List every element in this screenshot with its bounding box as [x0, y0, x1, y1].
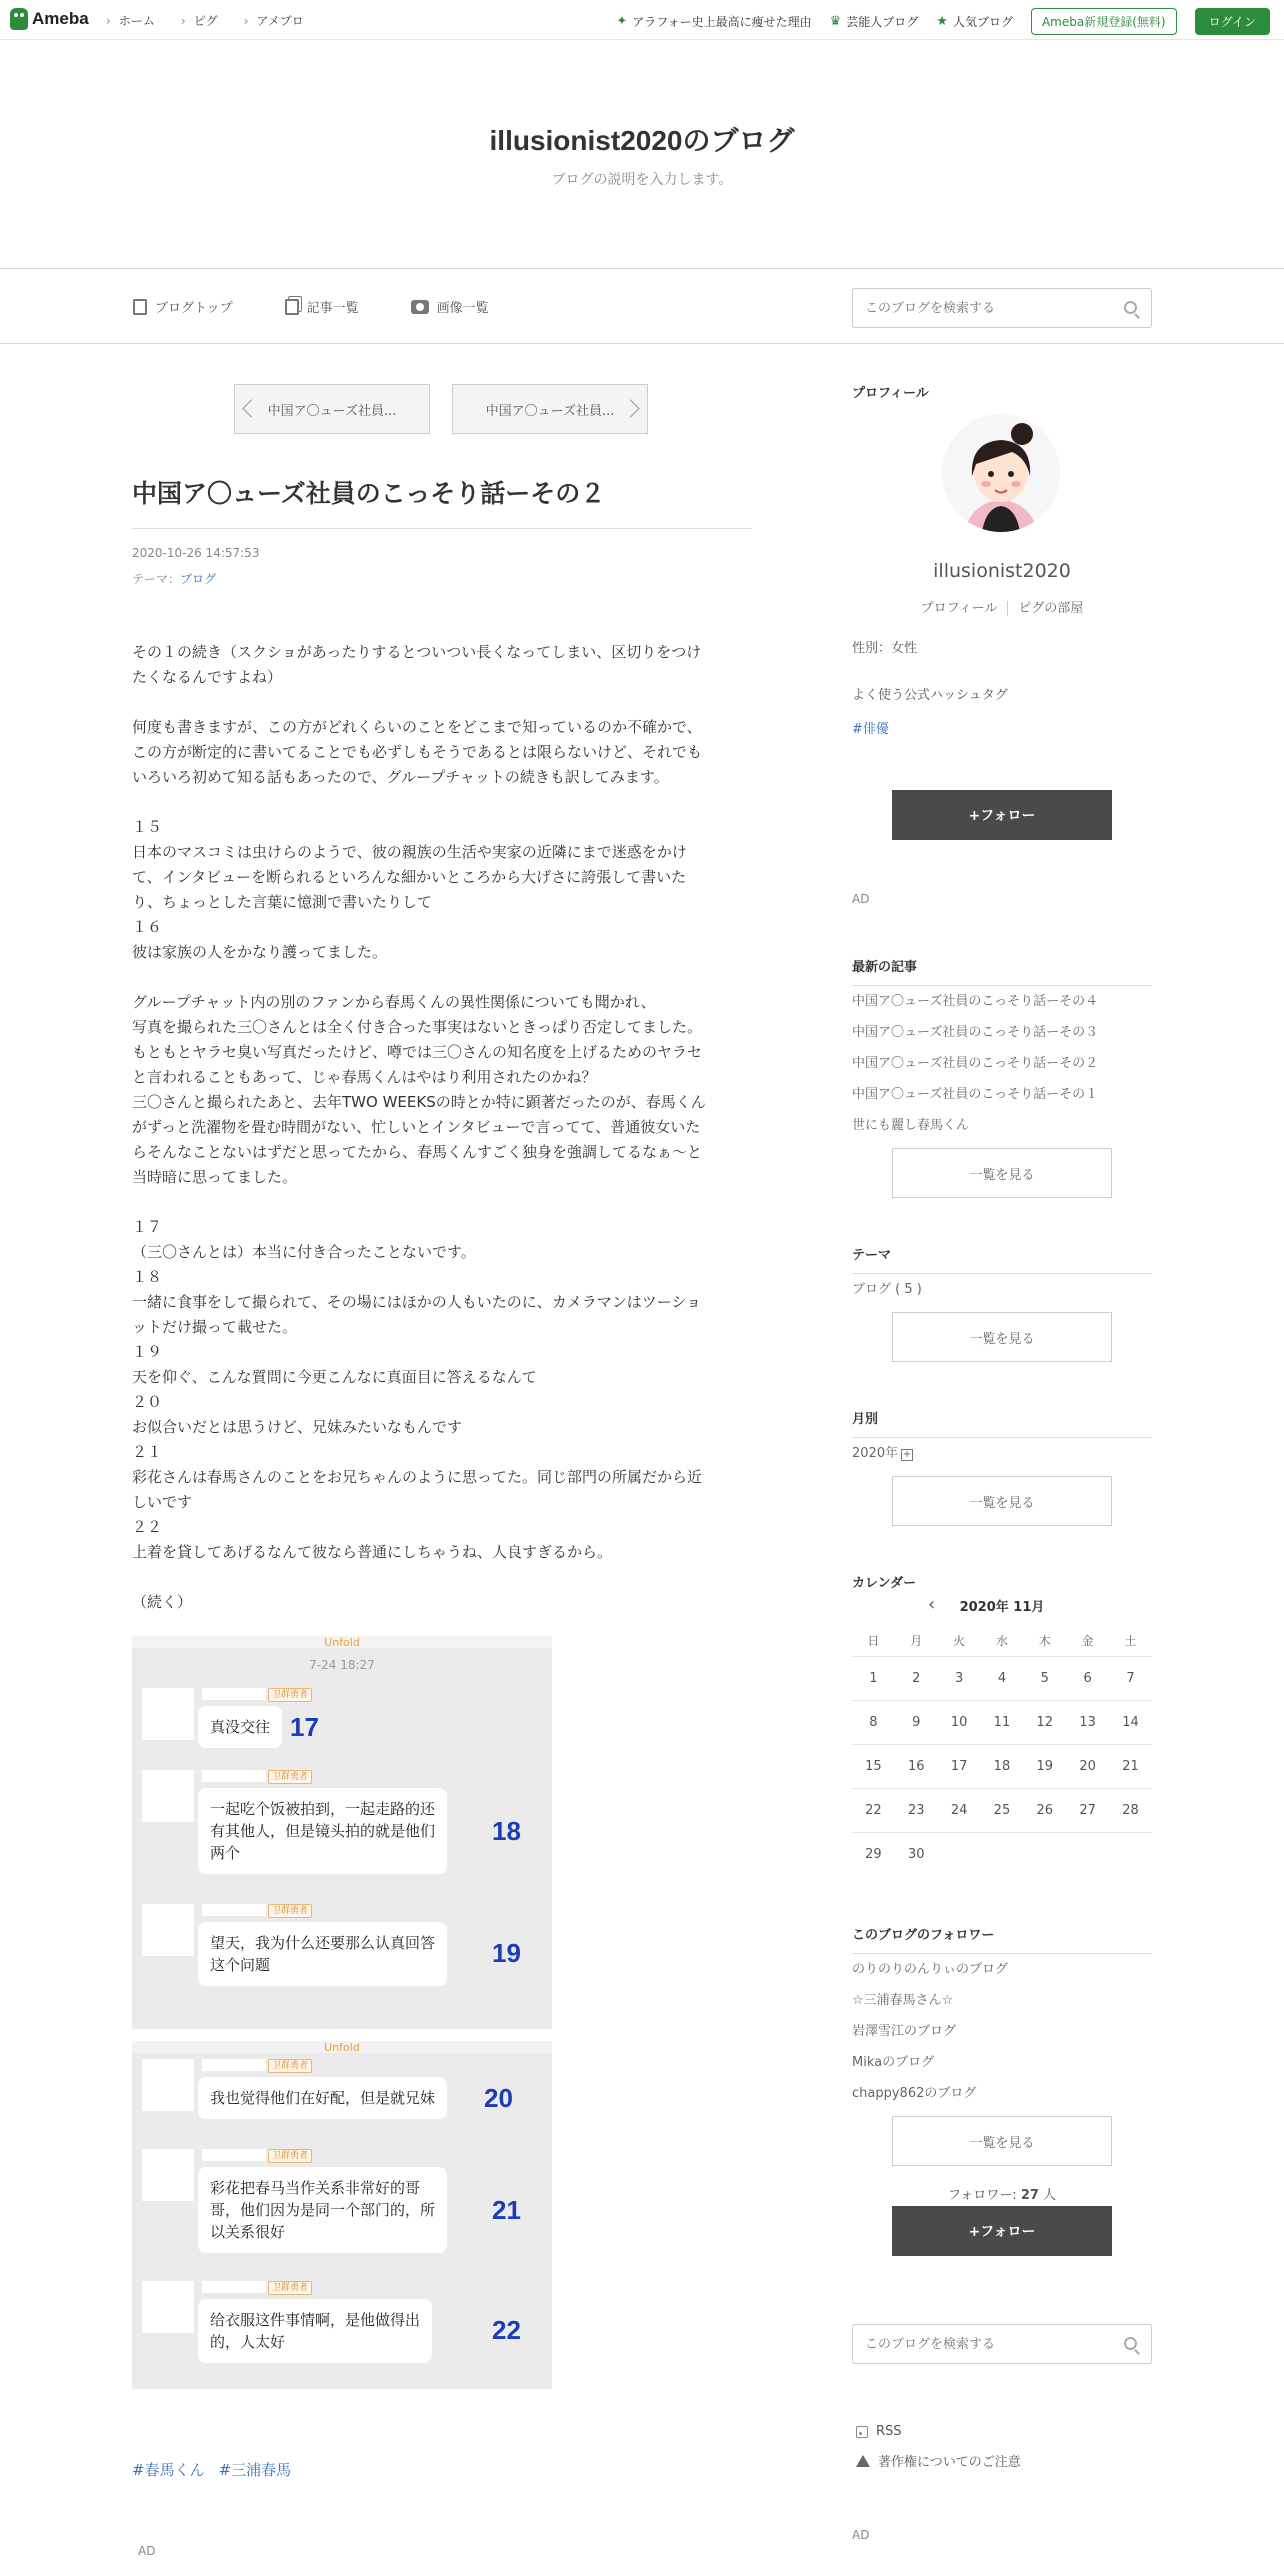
calendar-day[interactable]: 24: [938, 1788, 981, 1832]
ameba-logo[interactable]: [10, 8, 89, 30]
recent-entry-link[interactable]: 世にも麗し春馬くん: [852, 1118, 970, 1133]
calendar-day[interactable]: 23: [895, 1788, 938, 1832]
follower-link[interactable]: ☆三浦春馬さん☆: [852, 1993, 954, 2008]
calendar-day[interactable]: 17: [938, 1744, 981, 1788]
theme-more-button[interactable]: 一覧を見る: [892, 1312, 1112, 1362]
calendar-weekday: 火: [953, 1634, 966, 1649]
image-list-label: 画像一覧: [436, 301, 489, 316]
rss-label: RSS: [876, 2424, 902, 2439]
recent-entry-link[interactable]: 中国ア〇ューズ社員のこっそり話ーその３: [852, 1025, 1099, 1040]
recent-more-button[interactable]: 一覧を見る: [892, 1148, 1112, 1198]
calendar-week: [852, 1656, 1152, 1700]
follower-link[interactable]: Mikaのブログ: [852, 2055, 935, 2070]
member-badge: 卫群勇者: [268, 1688, 312, 1702]
followers-heading: このブログのフォロワー: [852, 1924, 1152, 1954]
calendar-day[interactable]: 22: [852, 1788, 895, 1832]
entry-title[interactable]: 中国ア〇ューズ社員のこっそり話ーその２: [132, 474, 752, 529]
calendar-week: [852, 1832, 1152, 1876]
calendar-day[interactable]: 19: [1023, 1744, 1066, 1788]
calendar-day: [1066, 1832, 1109, 1876]
calendar-day[interactable]: 9: [895, 1700, 938, 1744]
avatar: [142, 2281, 194, 2333]
follower-link[interactable]: のりのりのんりぃのブログ: [852, 1962, 1009, 1977]
entry-list-label: 記事一覧: [306, 301, 359, 316]
promo-link-label: アラフォー史上最高に痩せた理由: [632, 15, 812, 29]
nav-home-link[interactable]: › ホーム: [106, 12, 155, 29]
calendar-weekdays: [852, 1626, 1152, 1656]
entry-paragraph: その１の続き（スクショがあったりするとついつい長くなってしまい、区切りをつけ たくなるんですよね）: [132, 643, 702, 686]
nav-pig-link[interactable]: › ピグ: [181, 12, 218, 29]
number-label: 22: [492, 2315, 521, 2345]
member-badge: 卫群勇者: [268, 2059, 312, 2073]
calendar-day: [981, 1832, 1024, 1876]
calendar-day[interactable]: 7: [1109, 1656, 1152, 1700]
calendar-day[interactable]: 18: [981, 1744, 1024, 1788]
calendar-day[interactable]: 3: [938, 1656, 981, 1700]
calendar-weekday: 土: [1124, 1634, 1137, 1649]
chat-bubble: 我也觉得他们在好配，但是就兄妹: [198, 2077, 447, 2119]
calendar-day[interactable]: 16: [895, 1744, 938, 1788]
entry-paragraph: グループチャット内の別のファンから春馬くんの異性関係についても聞かれ、 写真を撮られた三〇さんとは全く付き合った事実はないときっぱり否定してました。 もともとヤラセ臭い写真だったけど、噂では三〇さんの知名度を上げるためのヤラセ と言われることもあって、じゃ春馬くんはやはり利用されたのかね？ 三〇さんと撮られたあと、去年TWO WEEKSの時とか特に顕著だったのが、春馬くん がずっと洗濯物を畳む時間がない、忙しいとインタビューで言ってて、普通彼女いた らそんなことないはずだと思ってたから、春馬くんすごく独身を強調してるなぁ～と 当時暗に思ってました。: [132, 993, 706, 1186]
chat-bubble: 彩花把春马当作关系非常好的哥 哥，他们因为是同一个部门的，所 以关系很好: [198, 2167, 447, 2253]
theme-item-link[interactable]: ブログ ( 5 ): [852, 1282, 922, 1297]
copyright-notice-link[interactable]: [856, 2451, 1021, 2470]
follower-count-unit: 人: [1038, 2188, 1057, 2203]
celebrity-blog-link[interactable]: [830, 13, 919, 30]
entry-theme: [132, 570, 216, 587]
follow-button-bottom[interactable]: +フォロー: [892, 2206, 1112, 2256]
recent-heading: 最新の記事: [852, 956, 1152, 986]
chat-bubble: 真没交往: [198, 1706, 282, 1748]
pig-room-link[interactable]: ピグの部屋: [1007, 601, 1083, 616]
avatar: [142, 1688, 194, 1740]
chat-bubble: 一起吃个饭被拍到，一起走路的还 有其他人，但是镜头拍的就是他们 两个: [198, 1788, 447, 1874]
entry-paragraph: （続く）: [132, 1593, 193, 1611]
calendar-weekday: 月: [910, 1634, 923, 1649]
chevron-left-icon[interactable]: ‹: [928, 1594, 936, 1615]
follower-count-label: フォロワー:: [947, 2188, 1021, 2203]
ameba-logo-icon: [10, 8, 28, 30]
sparkle-icon: ✦: [616, 14, 628, 29]
entry-theme-link[interactable]: ブログ: [180, 572, 217, 586]
name-placeholder: [202, 2281, 266, 2293]
profile-gender: 性別：女性: [852, 641, 918, 656]
monthly-item-label: 2020年: [852, 1446, 899, 1461]
chat-timestamp: 7-24 18:27: [309, 1658, 375, 1672]
follower-count-value: 27: [1020, 2188, 1039, 2203]
avatar: [142, 1770, 194, 1822]
unfold-label: Unfold: [132, 1636, 552, 1648]
top-navbar: [0, 0, 1284, 40]
follow-button[interactable]: +フォロー: [892, 790, 1112, 840]
recent-entry-link[interactable]: 中国ア〇ューズ社員のこっそり話ーその１: [852, 1087, 1099, 1102]
calendar-day: [1109, 1832, 1152, 1876]
popular-blog-link[interactable]: [936, 13, 1013, 30]
warning-icon: [856, 2455, 870, 2467]
chat-screenshot-image[interactable]: [132, 2041, 552, 2389]
search-icon[interactable]: [1124, 301, 1137, 314]
rss-link[interactable]: [856, 2424, 902, 2439]
entry-list-link[interactable]: [285, 297, 359, 316]
calendar-day[interactable]: 2: [895, 1656, 938, 1700]
global-nav: [106, 12, 304, 29]
hashtag-label: よく使う公式ハッシュタグ: [852, 688, 1008, 703]
crown-icon: ♛: [829, 14, 842, 29]
ad-label: AD: [138, 2544, 156, 2558]
calendar-weekday: 木: [1038, 1634, 1051, 1649]
calendar-day[interactable]: 27: [1066, 1788, 1109, 1832]
entry-paragraph: 何度も書きますが、この方がどれくらいのことをどこまで知っているのか不確かで、 この方が断定的に書いてることでも必ずしもそうであるとは限らないけど、それでも いろいろ初めて知る話もあったので、グループチャットの続きも訳してみます。: [132, 718, 703, 786]
blog-subnav: [0, 270, 1284, 344]
number-label: 19: [492, 1938, 521, 1968]
avatar: [142, 2059, 194, 2111]
chat-bubble: 望天，我为什么还要那么认真回答 这个问题: [198, 1922, 447, 1986]
recent-entry-link[interactable]: 中国ア〇ューズ社員のこっそり話ーその４: [852, 994, 1099, 1009]
followers-more-button[interactable]: 一覧を見る: [892, 2116, 1112, 2166]
entry-date: 2020-10-26 14:57:53: [132, 546, 260, 560]
celebrity-blog-label: 芸能人ブログ: [846, 15, 919, 29]
copyright-label: 著作権についてのご注意: [878, 2455, 1021, 2470]
calendar-day[interactable]: 13: [1066, 1700, 1109, 1744]
blog-search-box: [852, 288, 1152, 328]
calendar-day[interactable]: 8: [852, 1700, 895, 1744]
expand-plus-icon[interactable]: +: [902, 1449, 912, 1460]
number-label: 18: [492, 1816, 521, 1846]
profile-name[interactable]: illusionist2020: [933, 560, 1071, 582]
theme-heading: テーマ: [852, 1244, 1152, 1274]
calendar-day[interactable]: 25: [981, 1788, 1024, 1832]
login-button[interactable]: ログイン: [1195, 8, 1270, 35]
hashtag-link[interactable]: #春馬くん: [132, 2461, 205, 2479]
camera-icon: [411, 300, 429, 314]
follower-link[interactable]: chappy862のブログ: [852, 2086, 977, 2101]
chat-screenshot-image[interactable]: [132, 1636, 552, 2029]
member-badge: 卫群勇者: [268, 1770, 312, 1784]
document-icon: [133, 299, 147, 315]
name-placeholder: [202, 1770, 266, 1782]
calendar-day[interactable]: 10: [938, 1700, 981, 1744]
calendar-day[interactable]: 1: [852, 1656, 895, 1700]
name-placeholder: [202, 1688, 266, 1700]
blog-top-label: ブログトップ: [155, 301, 233, 316]
sidebar-search-input[interactable]: [853, 2325, 1093, 2363]
entry-body: [132, 640, 752, 1615]
register-button[interactable]: Ameba新規登録(無料): [1031, 8, 1177, 35]
rss-icon: [856, 2426, 868, 2438]
member-badge: 卫群勇者: [268, 1904, 312, 1918]
calendar-weekday: 金: [1081, 1634, 1094, 1649]
calendar-day[interactable]: 15: [852, 1744, 895, 1788]
star-icon: ★: [936, 14, 948, 29]
calendar-day[interactable]: 30: [895, 1832, 938, 1876]
profile-avatar[interactable]: [942, 414, 1060, 532]
calendar-day: [938, 1832, 981, 1876]
profile-link[interactable]: プロフィール: [920, 601, 998, 616]
prev-entry-button[interactable]: 中国ア〇ューズ社員...: [234, 384, 430, 434]
entry-hashtags: [132, 2459, 291, 2480]
promo-link[interactable]: [616, 13, 811, 30]
calendar-day: [1023, 1832, 1066, 1876]
ad-label: AD: [852, 2528, 870, 2542]
unfold-label: Unfold: [132, 2041, 552, 2053]
calendar-day[interactable]: 29: [852, 1832, 895, 1876]
profile-hashtag-link[interactable]: #俳優: [852, 722, 889, 737]
calendar-day[interactable]: 11: [981, 1700, 1024, 1744]
calendar-day[interactable]: 26: [1023, 1788, 1066, 1832]
entry-paragraph: １５ 日本のマスコミは虫けらのようで、彼の親族の生活や実家の近隣にまで迷惑をかけ て、インタビューを断られるといろんな細かいところから大げさに誇張して書いた り、ちょっとした言葉に憶測で書いたりして １６ 彼は家族の人をかなり護ってました。: [132, 818, 687, 961]
copy-icon: [285, 299, 299, 315]
calendar-weekday: 日: [867, 1634, 880, 1649]
hashtag-link[interactable]: #三浦春馬: [218, 2461, 292, 2479]
sidebar-search-box: [852, 2324, 1152, 2364]
entry-theme-label: テーマ：: [132, 572, 181, 586]
calendar-heading: カレンダー: [852, 1576, 917, 1591]
next-entry-button[interactable]: 中国ア〇ューズ社員...: [452, 384, 648, 434]
calendar-day[interactable]: 6: [1066, 1656, 1109, 1700]
member-badge: 卫群勇者: [268, 2281, 312, 2295]
calendar-table: [852, 1626, 1152, 1876]
nav-ameblo-link[interactable]: › アメブロ: [244, 12, 304, 29]
calendar-week: [852, 1788, 1152, 1832]
calendar-week: [852, 1744, 1152, 1788]
calendar-week: [852, 1700, 1152, 1744]
entry-paragraph: １７ （三〇さんとは）本当に付き合ったことないです。 １８ 一緒に食事をして撮られて、その場にはほかの人もいたのに、カメラマンはツーショ ットだけ撮って載せた。 １９ 天を仰ぐ、こんな質問に今更こんなに真面目に答えるなんて ２０ お似合いだとは思うけど、兄妹みたいなもんです ２１ 彩花さんは春馬さんのことをお兄ちゃんのように思ってた。同じ部門の所属だから近 しいです ２２ 上着を貸してあげるなんて彼なら普通にしちゃうね、人良すぎるから。: [132, 1218, 703, 1561]
follower-count: [852, 2184, 1152, 2203]
number-label: 20: [484, 2083, 513, 2113]
number-label: 21: [492, 2195, 521, 2225]
blog-header: [0, 41, 1284, 269]
avatar: [142, 2149, 194, 2201]
follower-link[interactable]: 岩澤雪江のブログ: [852, 2024, 957, 2039]
blog-title[interactable]: illusionist2020のブログ: [489, 125, 795, 156]
avatar: [142, 1904, 194, 1956]
ameba-logo-text: Ameba: [32, 9, 89, 28]
member-badge: 卫群勇者: [268, 2149, 312, 2163]
name-placeholder: [202, 1904, 266, 1916]
profile-links: [852, 597, 1152, 616]
name-placeholder: [202, 2059, 266, 2071]
calendar-day[interactable]: 14: [1109, 1700, 1152, 1744]
calendar-days: [852, 1656, 1152, 1876]
blog-top-link[interactable]: [133, 297, 233, 316]
ad-label: AD: [852, 892, 870, 906]
calendar-month: 2020年 11月: [959, 1600, 1045, 1615]
recent-entry-link[interactable]: 中国ア〇ューズ社員のこっそり話ーその２: [852, 1056, 1099, 1071]
profile-heading: プロフィール: [852, 386, 929, 401]
monthly-heading: 月別: [852, 1408, 1152, 1438]
top-right-links: [616, 8, 1270, 35]
number-label: 17: [290, 1712, 319, 1742]
blog-search-input[interactable]: [853, 289, 1093, 327]
calendar-day[interactable]: 28: [1109, 1788, 1152, 1832]
image-list-link[interactable]: [411, 297, 489, 316]
blog-description: ブログの説明を入力します。: [551, 172, 733, 188]
calendar-day[interactable]: 4: [981, 1656, 1024, 1700]
calendar-day[interactable]: 12: [1023, 1700, 1066, 1744]
calendar-title: [852, 1596, 1152, 1615]
name-placeholder: [202, 2149, 266, 2161]
calendar-day[interactable]: 5: [1023, 1656, 1066, 1700]
calendar-day[interactable]: 20: [1066, 1744, 1109, 1788]
calendar-weekday: 水: [995, 1634, 1008, 1649]
calendar-day[interactable]: 21: [1109, 1744, 1152, 1788]
search-icon[interactable]: [1124, 2337, 1137, 2350]
chat-bubble: 给衣服这件事情啊，是他做得出 的，人太好: [198, 2299, 432, 2363]
monthly-more-button[interactable]: 一覧を見る: [892, 1476, 1112, 1526]
popular-blog-label: 人気ブログ: [952, 15, 1013, 29]
monthly-item[interactable]: [852, 1442, 1152, 1461]
